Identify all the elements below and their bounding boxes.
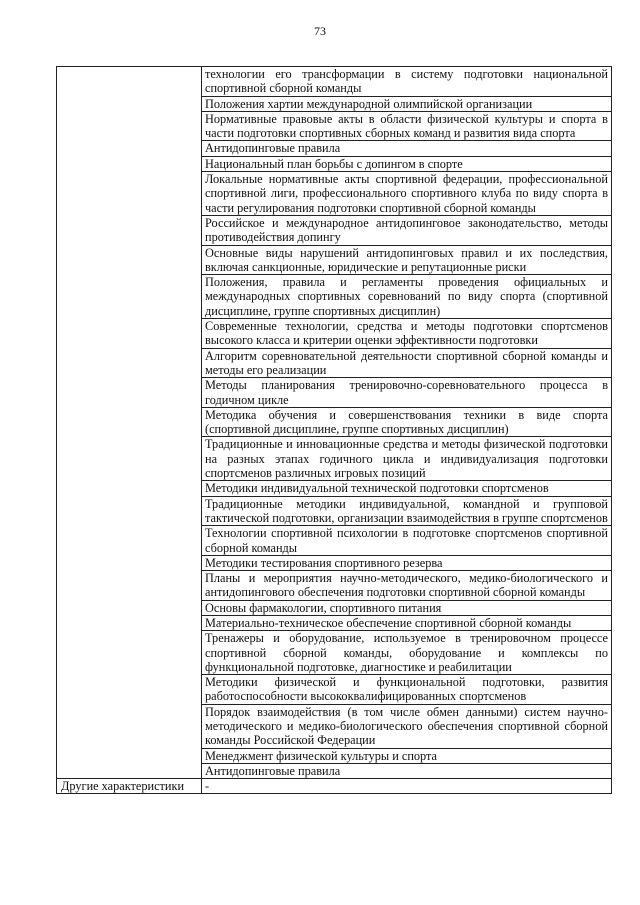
table-row [57,67,612,97]
requirement-item: Антидопинговые правила [202,763,612,778]
category-label-cell [57,67,202,779]
requirement-item: Порядок взаимодействия (в том числе обмен данными) систем научно-методического и медико-биологического обеспечения спортивной сборной команды Российской Федерации [202,704,612,748]
requirement-item: Основы фармакологии, спортивного питания [202,600,612,615]
requirement-item: Основные виды нарушений антидопинговых правил и их последствия, включая санкционные, юридические и репутационные риски [202,245,612,275]
page-number: 73 [314,24,326,38]
requirement-item: Технологии спортивной психологии в подготовке спортсменов спортивной сборной команды [202,526,612,556]
requirement-item: Методики индивидуальной технической подготовки спортсменов [202,481,612,496]
requirement-item: Методика обучения и совершенствования техники в виде спорта (спортивной дисциплине, группе спортивных дисциплин) [202,407,612,437]
requirement-item: Методики тестирования спортивного резерва [202,555,612,570]
requirement-item: Локальные нормативные акты спортивной федерации, профессиональной спортивной лиги, профессионального спортивного клуба по виду спорта в части регулирования подготовки спортивной сборной команды [202,172,612,216]
requirement-item: Положения, правила и регламенты проведения официальных и международных спортивных соревнований по виду спорта (спортивной дисциплине, группе спортивных дисциплин) [202,275,612,319]
requirements-table-body [57,67,612,794]
requirement-item: Положения хартии международной олимпийской организации [202,96,612,111]
requirement-item: технологии его трансформации в систему подготовки национальной спортивной сборной команды [202,67,612,97]
requirement-item: Национальный план борьбы с допингом в спорте [202,156,612,171]
requirement-item: Традиционные и инновационные средства и методы физической подготовки на разных этапах годичного цикла и индивидуализация подготовки спортсменов различных игровых позиций [202,437,612,481]
requirement-item: Традиционные методики индивидуальной, командной и групповой тактической подготовки, организации взаимодействия в группе спортсменов [202,496,612,526]
requirement-item: Нормативные правовые акты в области физической культуры и спорта в части подготовки спортивных сборных команд и развития вида спорта [202,111,612,141]
other-characteristics-value: - [202,779,612,794]
requirement-item: Методы планирования тренировочно-соревновательного процесса в годичном цикле [202,378,612,408]
requirement-item: Современные технологии, средства и методы подготовки спортсменов высокого класса и критерии оценки эффективности подготовки [202,319,612,349]
requirement-item: Менеджмент физической культуры и спорта [202,748,612,763]
requirement-item: Методики физической и функциональной подготовки, развития работоспособности высококвалифицированных спортсменов [202,675,612,705]
requirement-item: Алгоритм соревновательной деятельности спортивной сборной команды и методы его реализации [202,348,612,378]
requirements-table [56,66,612,794]
requirement-item: Российское и международное антидопинговое законодательство, методы противодействия допингу [202,215,612,245]
requirement-item: Планы и мероприятия научно-методического, медико-биологического и антидопингового обеспечения подготовки спортивной сборной команды [202,571,612,601]
table-row-other-characteristics [57,779,612,794]
requirement-item: Материально-техническое обеспечение спортивной сборной команды [202,615,612,630]
other-characteristics-label: Другие характеристики [57,779,202,794]
requirement-item: Антидопинговые правила [202,141,612,156]
requirement-item: Тренажеры и оборудование, используемое в тренировочном процессе спортивной сборной команды, оборудование и комплексы по функциональной подготовке, диагностике и реабилитации [202,631,612,675]
